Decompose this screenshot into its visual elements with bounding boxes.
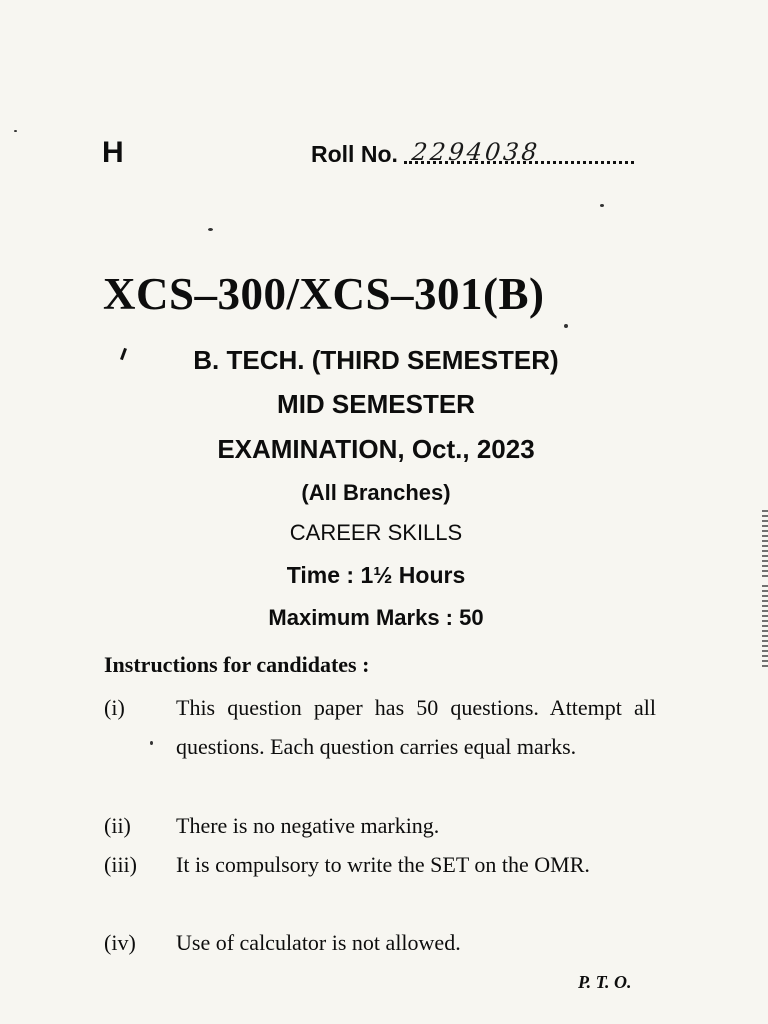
paper-code: XCS–300/XCS–301(B)	[103, 269, 545, 319]
scan-speck	[14, 130, 17, 132]
instruction-text: Use of calculator is not allowed.	[176, 930, 461, 955]
instruction-item	[104, 688, 656, 808]
instruction-number: (ii)	[104, 813, 131, 838]
instruction-item	[104, 923, 656, 963]
program-title: B. TECH. (THIRD SEMESTER)	[193, 345, 559, 375]
instruction-text: This question paper has 50 questions. Attempt all questions. Each question carries equal marks.	[176, 695, 656, 759]
instruction-number: (iii)	[104, 852, 137, 877]
maximum-marks: Maximum Marks : 50	[268, 605, 484, 630]
scan-edge-mark	[762, 510, 768, 580]
scan-speck	[208, 228, 213, 231]
instruction-item	[104, 845, 656, 925]
instruction-number: (i)	[104, 695, 125, 720]
instruction-text: It is compulsory to write the SET on the OMR.	[176, 852, 590, 877]
roll-number-label: Roll No.	[311, 141, 398, 167]
instruction-text: There is no negative marking.	[176, 813, 440, 838]
exam-duration: Time : 1½ Hours	[286, 562, 466, 588]
scan-speck	[564, 324, 568, 328]
set-letter: H	[102, 136, 124, 169]
session-line-2: EXAMINATION, Oct., 2023	[217, 434, 535, 464]
instruction-item	[104, 806, 656, 846]
roll-number-field	[404, 140, 634, 168]
subject-name: CAREER SKILLS	[289, 520, 463, 545]
branches: (All Branches)	[301, 480, 451, 505]
instructions-heading: Instructions for candidates :	[104, 652, 370, 677]
scan-speck	[150, 741, 153, 745]
scan-edge-mark	[762, 585, 768, 670]
session-line-1: MID SEMESTER	[277, 389, 475, 419]
roll-number-row	[311, 140, 634, 168]
instruction-number: (iv)	[104, 930, 136, 955]
please-turn-over: P. T. O.	[578, 972, 632, 992]
scan-speck	[600, 204, 604, 207]
roll-number-value: 2294038	[410, 138, 542, 166]
